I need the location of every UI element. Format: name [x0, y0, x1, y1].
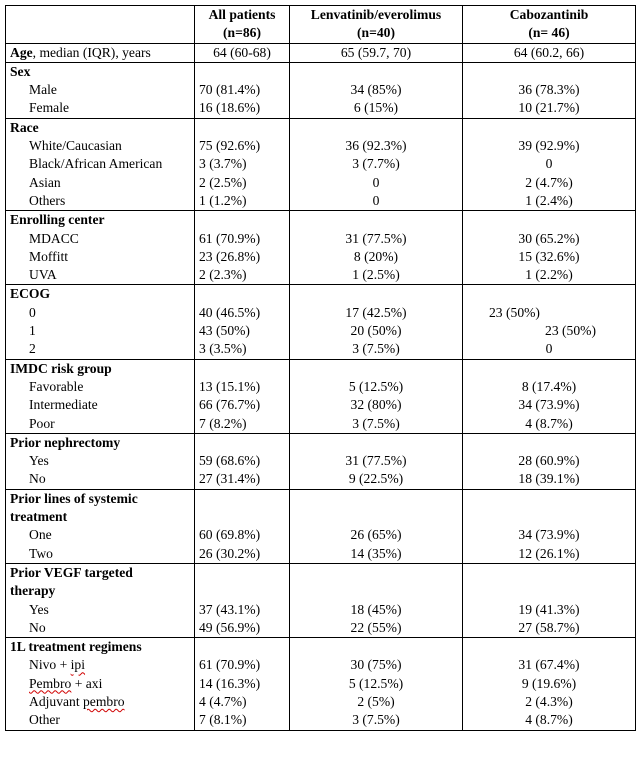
- section-prior-nephrectomy: [6, 433, 636, 489]
- section-prior-vegf-targeted-therapy-labels: [6, 563, 195, 637]
- value-len-pembro-axi: 5 (12.5%): [348, 675, 404, 691]
- row-label-yes: Yes: [29, 453, 49, 469]
- value-len-yes: 18 (45%): [350, 601, 402, 617]
- section-imdc-risk-group-labels: [6, 359, 195, 433]
- value-len-adjuvant-pembro: 2 (5%): [357, 693, 395, 709]
- section-1l-treatment-regimens-all-values: [195, 638, 290, 730]
- row-label-white-caucasian: White/Caucasian: [29, 138, 122, 154]
- section-1l-treatment-regimens-cabo-values: [463, 638, 636, 730]
- section-race-cabo-values: [463, 118, 636, 210]
- section-sex-all-values: [195, 62, 290, 118]
- value-all-no: 27 (31.4%): [199, 471, 261, 487]
- section-ecog-cabo-values: [463, 285, 636, 359]
- header-row: [6, 6, 636, 44]
- value-cabo-male: 36 (78.3%): [518, 82, 580, 98]
- value-cabo-yes: 28 (60.9%): [518, 453, 580, 469]
- header-empty-cell: [6, 6, 195, 44]
- value-cabo-two: 12 (26.1%): [518, 545, 580, 561]
- value-len-favorable: 5 (12.5%): [348, 378, 404, 394]
- value-cabo-favorable: 8 (17.4%): [521, 378, 577, 394]
- row-label-0: 0: [29, 304, 36, 320]
- value-all-intermediate: 66 (76.7%): [199, 397, 261, 413]
- section-sex-cabo-values: [463, 62, 636, 118]
- section-prior-nephrectomy-cabo-values: [463, 433, 636, 489]
- section-prior-vegf-targeted-therapy: [6, 563, 636, 637]
- section-title: Race: [10, 119, 39, 135]
- value-all-2: 3 (3.5%): [199, 341, 247, 357]
- value-all-1: 43 (50%): [199, 323, 250, 339]
- value-cabo-nivo-ipi: 31 (67.4%): [518, 657, 580, 673]
- section-enrolling-center-cabo-values: [463, 211, 636, 285]
- value-cabo-no: 27 (58.7%): [518, 619, 580, 635]
- value-len-male: 34 (85%): [350, 82, 402, 98]
- row-label-other: Other: [29, 712, 60, 728]
- value-cabo-female: 10 (21.7%): [518, 100, 580, 116]
- section-title: Sex: [10, 63, 31, 79]
- section-1l-treatment-regimens-labels: [6, 638, 195, 730]
- value-all-two: 26 (30.2%): [199, 545, 261, 561]
- section-prior-nephrectomy-labels: [6, 433, 195, 489]
- value-cabo-no: 18 (39.1%): [518, 471, 580, 487]
- row-label-male: Male: [29, 82, 57, 98]
- value-len-1: 20 (50%): [350, 323, 402, 339]
- value-cabo-one: 34 (73.9%): [518, 527, 580, 543]
- section-race-labels: [6, 118, 195, 210]
- value-len-nivo-ipi: 30 (75%): [350, 657, 402, 673]
- section-title: Enrolling center: [10, 212, 105, 228]
- row-label-no: No: [29, 619, 46, 635]
- value-all-moffitt: 23 (26.8%): [199, 248, 261, 264]
- header-all-patients: All patients (n=86): [195, 6, 290, 44]
- section-title: 1L treatment regimens: [10, 639, 142, 655]
- value-len-one: 26 (65%): [350, 527, 402, 543]
- header-cabozantinib: Cabozantinib (n= 46): [463, 6, 636, 44]
- section-prior-lines-of-systemic-treatment: [6, 489, 636, 563]
- section-imdc-risk-group: [6, 359, 636, 433]
- value-all-pembro-axi: 14 (16.3%): [199, 675, 261, 691]
- section-prior-vegf-targeted-therapy-all-values: [195, 563, 290, 637]
- value-cabo-1: 23 (50%): [545, 323, 596, 339]
- value-len-others: 0: [372, 192, 380, 208]
- row-label-asian: Asian: [29, 174, 61, 190]
- section-race-len-values: [290, 118, 463, 210]
- row-label-1: 1: [29, 323, 36, 339]
- section-ecog: [6, 285, 636, 359]
- age-label: Age, median (IQR), years: [6, 43, 195, 62]
- section-prior-lines-of-systemic-treatment-all-values: [195, 489, 290, 563]
- value-cabo-moffitt: 15 (32.6%): [518, 248, 580, 264]
- section-imdc-risk-group-cabo-values: [463, 359, 636, 433]
- value-cabo-uva: 1 (2.2%): [525, 267, 573, 283]
- section-prior-nephrectomy-len-values: [290, 433, 463, 489]
- value-cabo-pembro-axi: 9 (19.6%): [521, 675, 577, 691]
- value-all-male: 70 (81.4%): [199, 82, 261, 98]
- value-all-nivo-ipi: 61 (70.9%): [199, 657, 261, 673]
- section-enrolling-center: [6, 211, 636, 285]
- header-lenvatinib-everolimus: Lenvatinib/everolimus (n=40): [290, 6, 463, 44]
- value-len-two: 14 (35%): [350, 545, 402, 561]
- section-prior-nephrectomy-all-values: [195, 433, 290, 489]
- section-title: Prior VEGF targeted: [10, 564, 133, 580]
- section-race: [6, 118, 636, 210]
- value-all-mdacc: 61 (70.9%): [199, 230, 261, 246]
- value-all-other: 7 (8.1%): [199, 712, 247, 728]
- section-title: IMDC risk group: [10, 360, 112, 376]
- value-cabo-0: 23 (50%): [489, 304, 540, 320]
- value-cabo-2: 0: [545, 341, 553, 357]
- value-len-mdacc: 31 (77.5%): [345, 230, 407, 246]
- row-label-female: Female: [29, 100, 70, 116]
- row-label-no: No: [29, 471, 46, 487]
- age-len: 65 (59.7, 70): [290, 43, 463, 62]
- value-cabo-white-caucasian: 39 (92.9%): [518, 138, 580, 154]
- value-all-yes: 59 (68.6%): [199, 453, 261, 469]
- value-all-female: 16 (18.6%): [199, 100, 261, 116]
- value-len-other: 3 (7.5%): [352, 712, 400, 728]
- section-imdc-risk-group-len-values: [290, 359, 463, 433]
- section-1l-treatment-regimens-len-values: [290, 638, 463, 730]
- row-label-intermediate: Intermediate: [29, 397, 98, 413]
- value-all-poor: 7 (8.2%): [199, 415, 247, 431]
- section-ecog-len-values: [290, 285, 463, 359]
- section-prior-lines-of-systemic-treatment-cabo-values: [463, 489, 636, 563]
- section-1l-treatment-regimens: [6, 638, 636, 730]
- section-race-all-values: [195, 118, 290, 210]
- value-all-0: 40 (46.5%): [199, 304, 261, 320]
- value-len-no: 22 (55%): [350, 619, 402, 635]
- age-cabo: 64 (60.2, 66): [463, 43, 636, 62]
- section-prior-vegf-targeted-therapy-len-values: [290, 563, 463, 637]
- section-ecog-labels: [6, 285, 195, 359]
- section-enrolling-center-len-values: [290, 211, 463, 285]
- value-all-favorable: 13 (15.1%): [199, 378, 261, 394]
- age-row: [6, 43, 636, 62]
- value-len-yes: 31 (77.5%): [345, 453, 407, 469]
- value-all-asian: 2 (2.5%): [199, 174, 247, 190]
- section-ecog-all-values: [195, 285, 290, 359]
- age-all: 64 (60-68): [195, 43, 290, 62]
- row-label-uva: UVA: [29, 267, 57, 283]
- value-all-others: 1 (1.2%): [199, 192, 247, 208]
- baseline-characteristics-table: [5, 5, 636, 731]
- value-cabo-yes: 19 (41.3%): [518, 601, 580, 617]
- value-cabo-adjuvant-pembro: 2 (4.3%): [525, 693, 573, 709]
- value-len-2: 3 (7.5%): [352, 341, 400, 357]
- row-label-one: One: [29, 527, 52, 543]
- value-all-yes: 37 (43.1%): [199, 601, 261, 617]
- section-prior-vegf-targeted-therapy-cabo-values: [463, 563, 636, 637]
- row-label-poor: Poor: [29, 415, 55, 431]
- section-title: Prior lines of systemic: [10, 490, 138, 506]
- section-prior-lines-of-systemic-treatment-len-values: [290, 489, 463, 563]
- value-len-uva: 1 (2.5%): [352, 267, 400, 283]
- row-label-moffitt: Moffitt: [29, 248, 69, 264]
- value-len-asian: 0: [372, 174, 380, 190]
- row-label-pembro-axi: Pembro + axi: [29, 675, 103, 691]
- section-sex-len-values: [290, 62, 463, 118]
- value-cabo-black-african-american: 0: [545, 156, 553, 172]
- value-all-adjuvant-pembro: 4 (4.7%): [199, 693, 247, 709]
- section-enrolling-center-labels: [6, 211, 195, 285]
- value-all-one: 60 (69.8%): [199, 527, 261, 543]
- value-cabo-others: 1 (2.4%): [525, 192, 573, 208]
- row-label-others: Others: [29, 192, 66, 208]
- value-cabo-intermediate: 34 (73.9%): [518, 397, 580, 413]
- value-cabo-poor: 4 (8.7%): [525, 415, 573, 431]
- section-title: Prior nephrectomy: [10, 434, 121, 450]
- section-sex-labels: [6, 62, 195, 118]
- section-title: treatment: [10, 509, 68, 525]
- value-len-no: 9 (22.5%): [348, 471, 404, 487]
- section-sex: [6, 62, 636, 118]
- value-all-black-african-american: 3 (3.7%): [199, 156, 247, 172]
- value-len-moffitt: 8 (20%): [353, 248, 399, 264]
- value-all-white-caucasian: 75 (92.6%): [199, 138, 261, 154]
- value-len-female: 6 (15%): [353, 100, 399, 116]
- row-label-2: 2: [29, 341, 36, 357]
- value-len-0: 17 (42.5%): [345, 304, 407, 320]
- section-enrolling-center-all-values: [195, 211, 290, 285]
- section-prior-lines-of-systemic-treatment-labels: [6, 489, 195, 563]
- value-len-black-african-american: 3 (7.7%): [352, 156, 400, 172]
- value-cabo-other: 4 (8.7%): [525, 712, 573, 728]
- row-label-black-african-american: Black/African American: [29, 156, 163, 172]
- row-label-two: Two: [29, 545, 53, 561]
- section-imdc-risk-group-all-values: [195, 359, 290, 433]
- value-all-uva: 2 (2.3%): [199, 267, 247, 283]
- value-len-white-caucasian: 36 (92.3%): [345, 138, 407, 154]
- section-title: ECOG: [10, 286, 51, 302]
- row-label-favorable: Favorable: [29, 378, 84, 394]
- row-label-yes: Yes: [29, 601, 49, 617]
- value-len-poor: 3 (7.5%): [352, 415, 400, 431]
- value-len-intermediate: 32 (80%): [350, 397, 402, 413]
- row-label-mdacc: MDACC: [29, 230, 79, 246]
- row-label-adjuvant-pembro: Adjuvant pembro: [29, 693, 125, 709]
- section-title: therapy: [10, 583, 56, 599]
- value-cabo-mdacc: 30 (65.2%): [518, 230, 580, 246]
- row-label-nivo-ipi: Nivo + ipi: [29, 657, 86, 673]
- value-cabo-asian: 2 (4.7%): [525, 174, 573, 190]
- value-all-no: 49 (56.9%): [199, 619, 261, 635]
